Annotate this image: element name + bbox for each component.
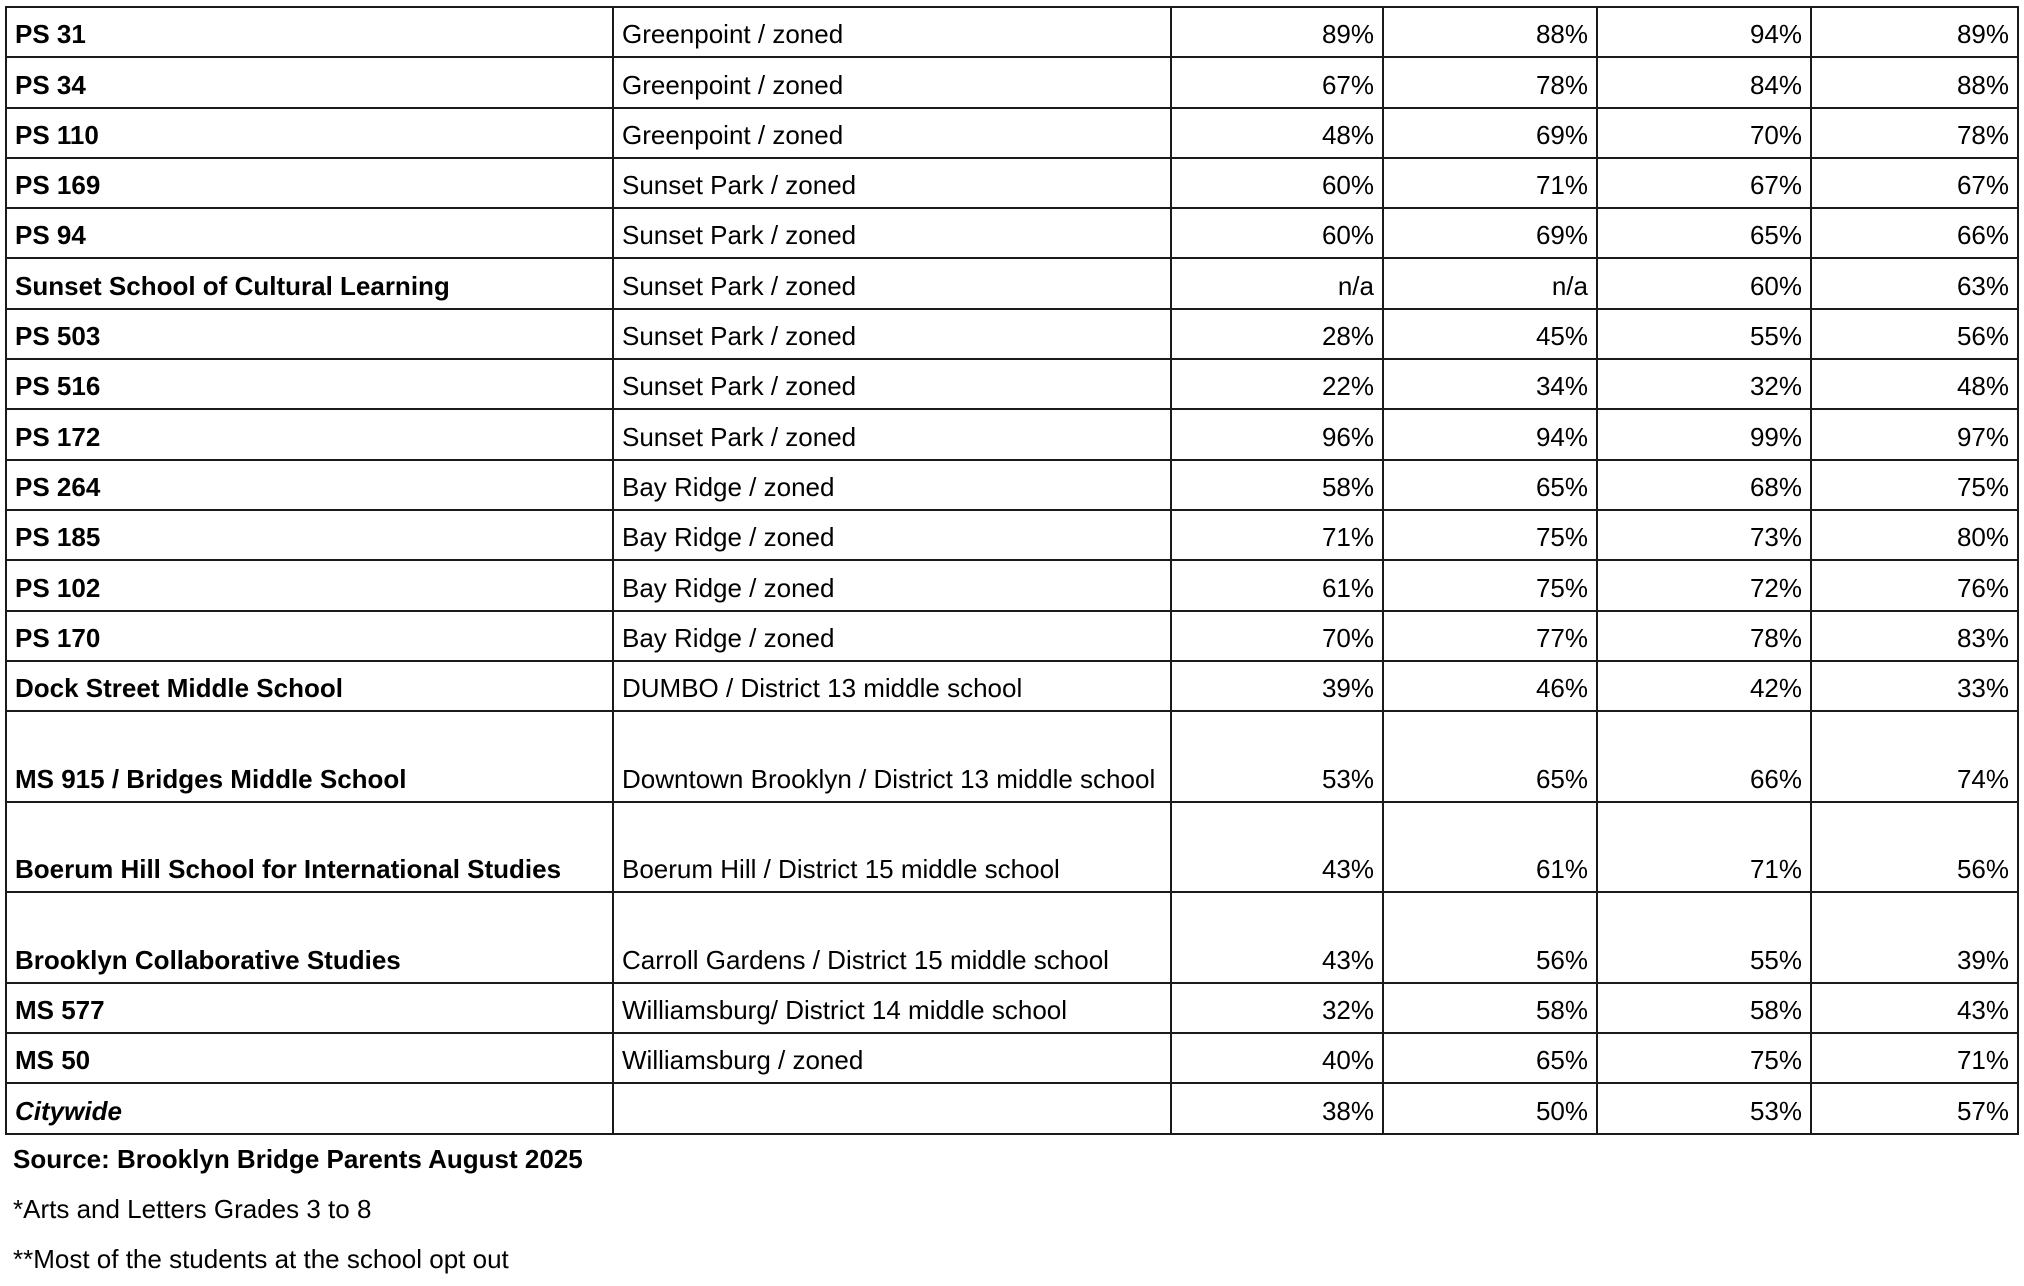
score-cell-2: 75%: [1383, 510, 1597, 560]
table-row: [6, 460, 2018, 510]
location-cell: Greenpoint / zoned: [613, 57, 1171, 107]
score-cell-3: 99%: [1597, 409, 1811, 459]
school-name-cell: PS 185: [6, 510, 613, 560]
score-cell-1: 58%: [1171, 460, 1383, 510]
score-cell-4: 78%: [1811, 108, 2018, 158]
score-cell-1: 71%: [1171, 510, 1383, 560]
location-cell: Carroll Gardens / District 15 middle school: [613, 892, 1171, 983]
table-body: [6, 7, 2018, 1134]
score-cell-4: 67%: [1811, 158, 2018, 208]
table-row: [6, 309, 2018, 359]
location-cell: Downtown Brooklyn / District 13 middle school: [613, 711, 1171, 802]
score-cell-1: 22%: [1171, 359, 1383, 409]
footnote-opt-out: **Most of the students at the school opt out: [13, 1244, 509, 1274]
score-cell-1: 53%: [1171, 711, 1383, 802]
table-row: [6, 258, 2018, 308]
score-cell-4: 83%: [1811, 611, 2018, 661]
score-cell-1: 43%: [1171, 802, 1383, 893]
score-cell-4: 97%: [1811, 409, 2018, 459]
score-cell-3: 58%: [1597, 983, 1811, 1033]
location-cell: Williamsburg / zoned: [613, 1033, 1171, 1083]
score-cell-1: n/a: [1171, 258, 1383, 308]
location-cell: Boerum Hill / District 15 middle school: [613, 802, 1171, 893]
score-cell-3: 67%: [1597, 158, 1811, 208]
score-cell-4: 71%: [1811, 1033, 2018, 1083]
table-row: [6, 208, 2018, 258]
score-cell-2: 75%: [1383, 560, 1597, 610]
location-cell: Sunset Park / zoned: [613, 258, 1171, 308]
score-cell-2: 50%: [1383, 1083, 1597, 1133]
school-name-cell: Citywide: [6, 1083, 613, 1133]
score-cell-3: 55%: [1597, 309, 1811, 359]
location-cell: Sunset Park / zoned: [613, 359, 1171, 409]
score-cell-1: 40%: [1171, 1033, 1383, 1083]
score-cell-2: 34%: [1383, 359, 1597, 409]
school-name-cell: PS 110: [6, 108, 613, 158]
score-cell-2: 88%: [1383, 7, 1597, 57]
location-cell: Bay Ridge / zoned: [613, 560, 1171, 610]
school-name-cell: PS 264: [6, 460, 613, 510]
school-name-cell: Sunset School of Cultural Learning: [6, 258, 613, 308]
score-cell-3: 78%: [1597, 611, 1811, 661]
school-name-cell: PS 34: [6, 57, 613, 107]
score-cell-2: 65%: [1383, 1033, 1597, 1083]
score-cell-4: 88%: [1811, 57, 2018, 107]
score-cell-2: 45%: [1383, 309, 1597, 359]
score-cell-2: 61%: [1383, 802, 1597, 893]
location-cell: Sunset Park / zoned: [613, 158, 1171, 208]
score-cell-1: 96%: [1171, 409, 1383, 459]
score-cell-2: 65%: [1383, 460, 1597, 510]
school-name-cell: PS 516: [6, 359, 613, 409]
score-cell-4: 56%: [1811, 802, 2018, 893]
location-cell: Greenpoint / zoned: [613, 108, 1171, 158]
score-cell-3: 42%: [1597, 661, 1811, 711]
location-cell: Sunset Park / zoned: [613, 309, 1171, 359]
score-cell-4: 43%: [1811, 983, 2018, 1033]
score-cell-1: 60%: [1171, 158, 1383, 208]
score-cell-4: 80%: [1811, 510, 2018, 560]
table-row: [6, 611, 2018, 661]
score-cell-3: 60%: [1597, 258, 1811, 308]
score-cell-1: 43%: [1171, 892, 1383, 983]
score-cell-2: 56%: [1383, 892, 1597, 983]
table-row: [6, 1033, 2018, 1083]
table-row: [6, 560, 2018, 610]
location-cell: Bay Ridge / zoned: [613, 510, 1171, 560]
score-cell-2: 58%: [1383, 983, 1597, 1033]
score-cell-2: n/a: [1383, 258, 1597, 308]
score-cell-1: 48%: [1171, 108, 1383, 158]
location-cell: Bay Ridge / zoned: [613, 611, 1171, 661]
score-cell-3: 71%: [1597, 802, 1811, 893]
score-cell-4: 48%: [1811, 359, 2018, 409]
score-cell-2: 71%: [1383, 158, 1597, 208]
school-name-cell: Brooklyn Collaborative Studies: [6, 892, 613, 983]
table-row: [6, 409, 2018, 459]
score-cell-3: 32%: [1597, 359, 1811, 409]
school-name-cell: PS 31: [6, 7, 613, 57]
table-row: [6, 7, 2018, 57]
school-name-cell: PS 94: [6, 208, 613, 258]
table-row: [6, 711, 2018, 802]
score-cell-1: 89%: [1171, 7, 1383, 57]
table-row: [6, 510, 2018, 560]
location-cell: Williamsburg/ District 14 middle school: [613, 983, 1171, 1033]
score-cell-3: 72%: [1597, 560, 1811, 610]
score-cell-1: 60%: [1171, 208, 1383, 258]
score-cell-1: 70%: [1171, 611, 1383, 661]
score-cell-3: 66%: [1597, 711, 1811, 802]
score-cell-3: 84%: [1597, 57, 1811, 107]
school-scores-table: [5, 6, 2019, 1135]
school-name-cell: PS 503: [6, 309, 613, 359]
table-row: [6, 57, 2018, 107]
score-cell-4: 39%: [1811, 892, 2018, 983]
score-cell-1: 32%: [1171, 983, 1383, 1033]
table-row: [6, 1083, 2018, 1133]
score-table-container: [5, 6, 2019, 1135]
table-footer: [13, 1134, 583, 1284]
score-cell-2: 94%: [1383, 409, 1597, 459]
school-name-cell: PS 169: [6, 158, 613, 208]
score-cell-3: 53%: [1597, 1083, 1811, 1133]
score-cell-1: 61%: [1171, 560, 1383, 610]
school-name-cell: MS 577: [6, 983, 613, 1033]
score-cell-4: 76%: [1811, 560, 2018, 610]
score-cell-3: 68%: [1597, 460, 1811, 510]
score-cell-4: 57%: [1811, 1083, 2018, 1133]
score-cell-2: 77%: [1383, 611, 1597, 661]
score-cell-2: 69%: [1383, 208, 1597, 258]
table-row: [6, 983, 2018, 1033]
school-name-cell: Dock Street Middle School: [6, 661, 613, 711]
score-cell-4: 63%: [1811, 258, 2018, 308]
score-cell-2: 65%: [1383, 711, 1597, 802]
score-cell-4: 89%: [1811, 7, 2018, 57]
score-cell-3: 55%: [1597, 892, 1811, 983]
score-cell-4: 33%: [1811, 661, 2018, 711]
score-cell-1: 67%: [1171, 57, 1383, 107]
location-cell: [613, 1083, 1171, 1133]
score-cell-4: 56%: [1811, 309, 2018, 359]
location-cell: DUMBO / District 13 middle school: [613, 661, 1171, 711]
table-row: [6, 359, 2018, 409]
table-row: [6, 892, 2018, 983]
score-cell-2: 46%: [1383, 661, 1597, 711]
location-cell: Bay Ridge / zoned: [613, 460, 1171, 510]
score-cell-3: 70%: [1597, 108, 1811, 158]
score-cell-3: 94%: [1597, 7, 1811, 57]
footnote-arts-and-letters: *Arts and Letters Grades 3 to 8: [13, 1194, 372, 1224]
score-cell-3: 73%: [1597, 510, 1811, 560]
location-cell: Sunset Park / zoned: [613, 208, 1171, 258]
score-cell-3: 75%: [1597, 1033, 1811, 1083]
source-note: Source: Brooklyn Bridge Parents August 2025: [13, 1144, 583, 1174]
school-name-cell: MS 50: [6, 1033, 613, 1083]
location-cell: Greenpoint / zoned: [613, 7, 1171, 57]
table-row: [6, 802, 2018, 893]
school-name-cell: Boerum Hill School for International Studies: [6, 802, 613, 893]
score-cell-4: 66%: [1811, 208, 2018, 258]
school-name-cell: PS 170: [6, 611, 613, 661]
table-row: [6, 661, 2018, 711]
school-name-cell: PS 102: [6, 560, 613, 610]
location-cell: Sunset Park / zoned: [613, 409, 1171, 459]
score-cell-1: 38%: [1171, 1083, 1383, 1133]
score-cell-1: 28%: [1171, 309, 1383, 359]
table-row: [6, 108, 2018, 158]
school-name-cell: MS 915 / Bridges Middle School: [6, 711, 613, 802]
score-cell-1: 39%: [1171, 661, 1383, 711]
score-cell-2: 69%: [1383, 108, 1597, 158]
score-cell-3: 65%: [1597, 208, 1811, 258]
score-cell-2: 78%: [1383, 57, 1597, 107]
school-name-cell: PS 172: [6, 409, 613, 459]
score-cell-4: 74%: [1811, 711, 2018, 802]
table-row: [6, 158, 2018, 208]
score-cell-4: 75%: [1811, 460, 2018, 510]
